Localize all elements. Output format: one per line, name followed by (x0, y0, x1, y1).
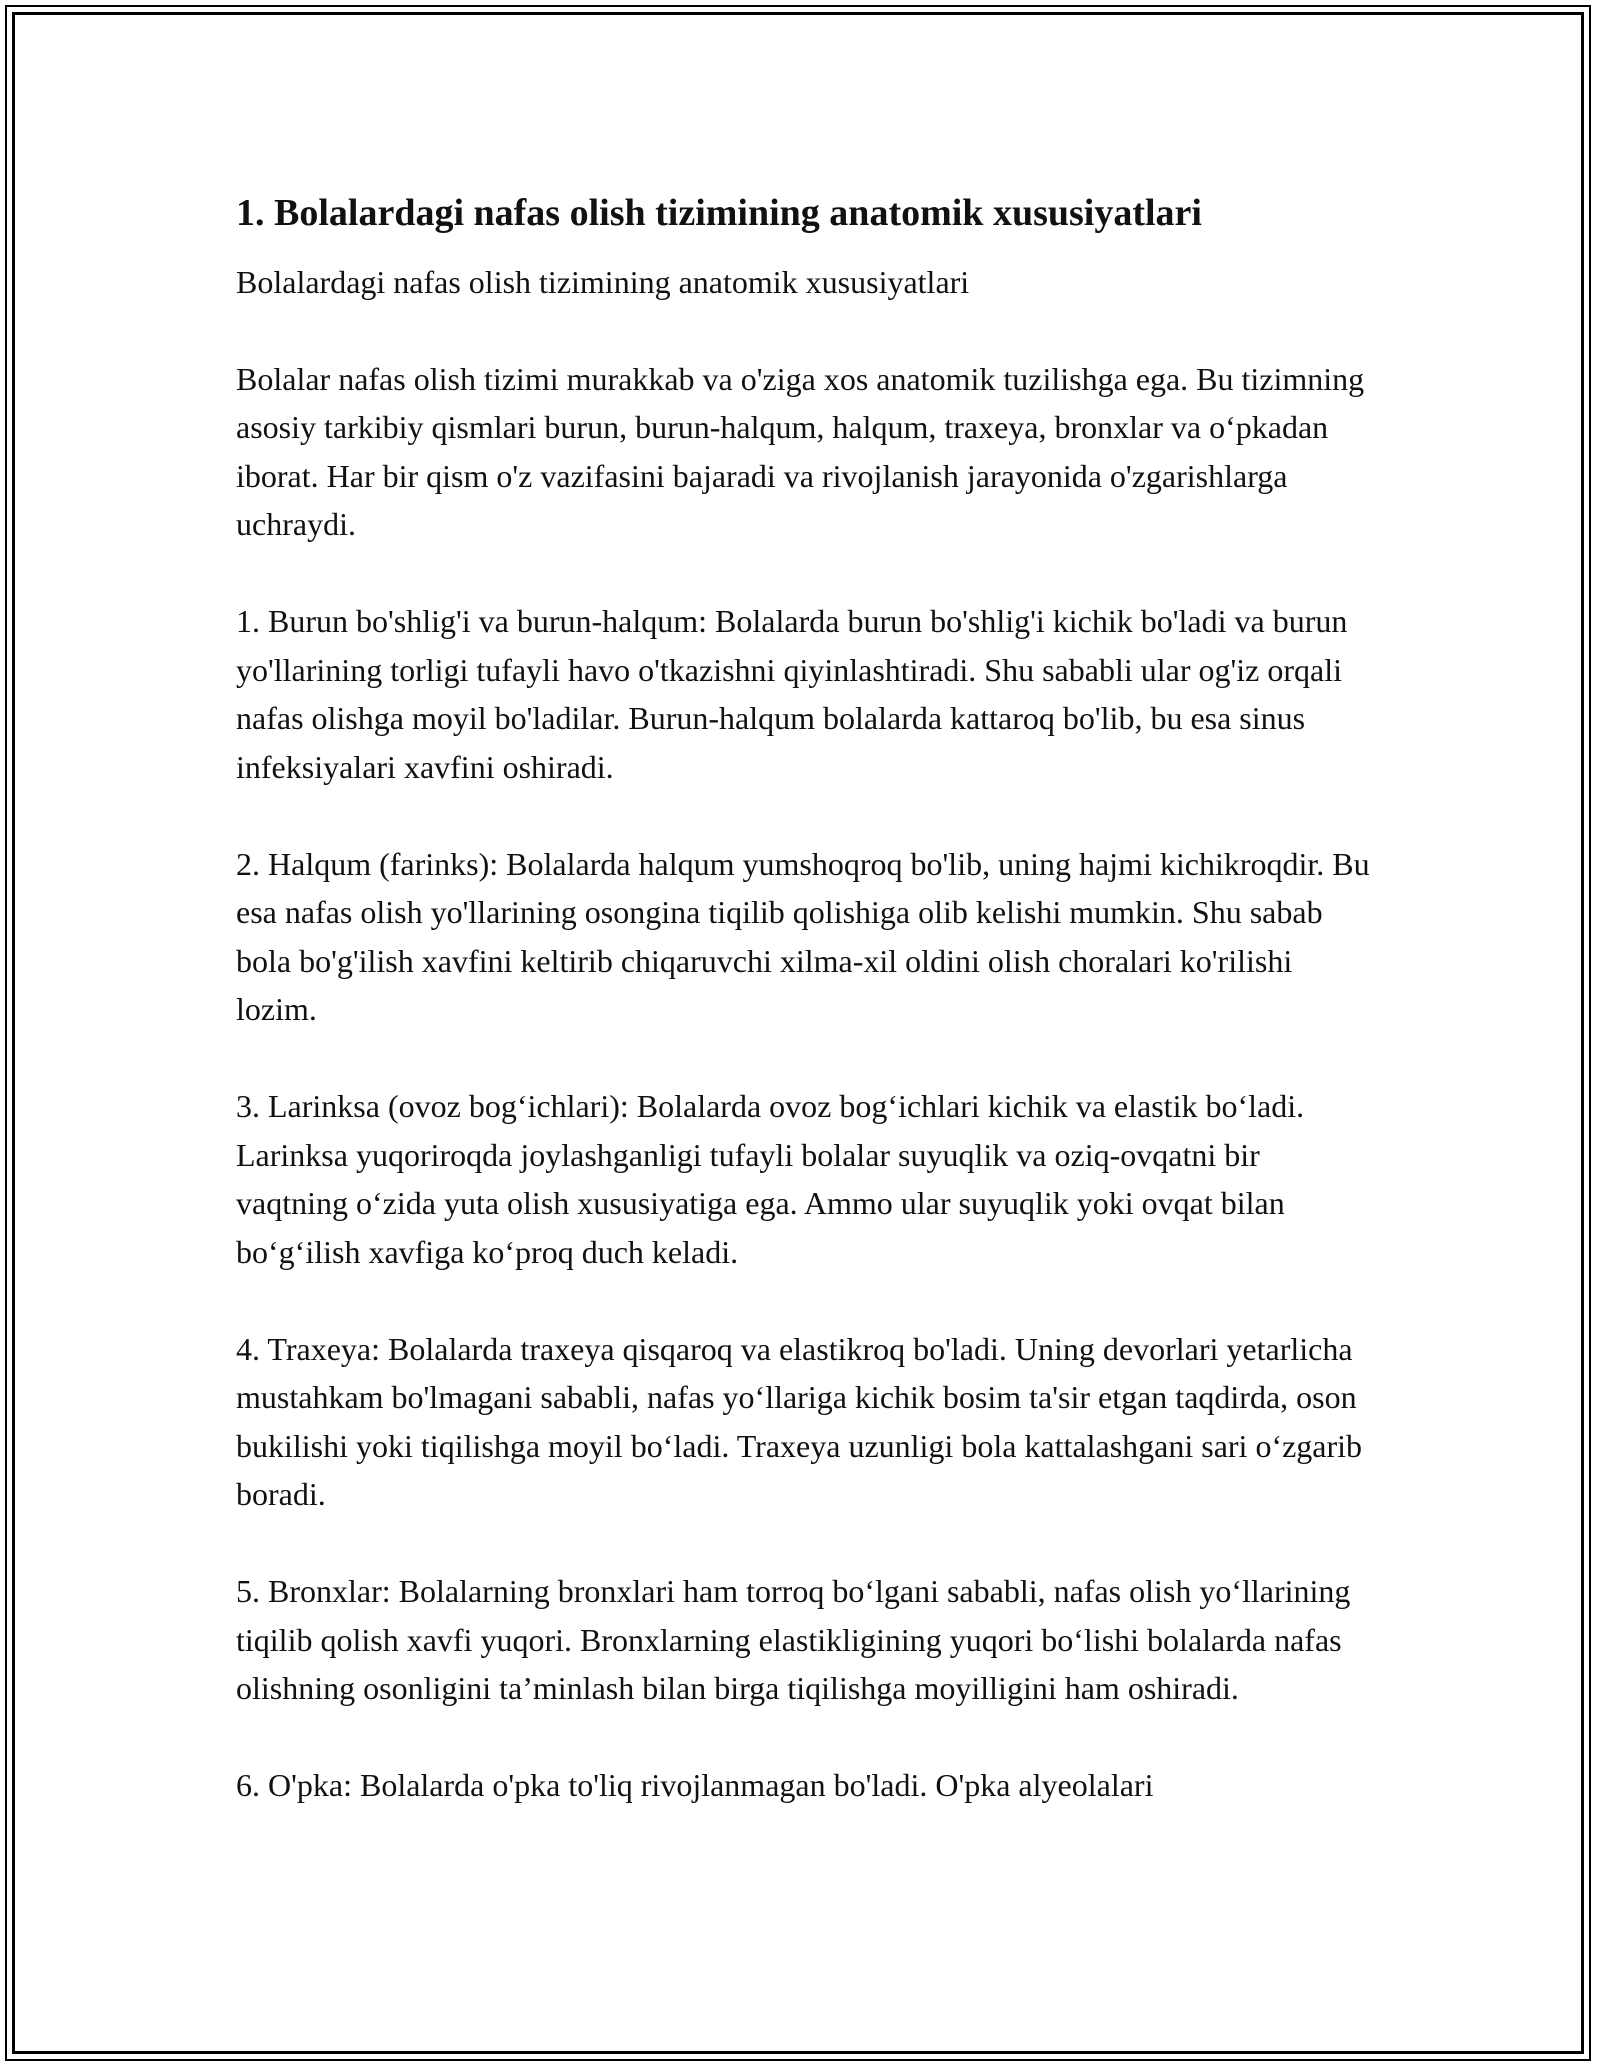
paragraph-larynx: 3. Larinksa (ovoz bog‘ichlari): Bolalarda ovoz bog‘ichlari kichik va elastik bo‘ladi. Larinksa yuqoriroqda joylashganligi tufayli bolalar suyuqlik va oziq-ovqatni bir vaqtning o‘zida yuta olish xususiyatiga ega. Ammo ular suyuqlik yoki ovqat bilan bo‘g‘ilish xavfiga ko‘proq duch keladi. (236, 1088, 1305, 1270)
paragraph-lungs: 6. O'pka: Bolalarda o'pka to'liq rivojlanmagan bo'ladi. O'pka alyeolalari (236, 1767, 1154, 1803)
document-subtitle: Bolalardagi nafas olish tizimining anatomik xususiyatlari (236, 264, 970, 300)
paragraph-intro: Bolalar nafas olish tizimi murakkab va o'ziga xos anatomik tuzilishga ega. Bu tizimning asosiy tarkibiy qismlari burun, burun-halqum, halqum, traxeya, bronxlar va o‘pkadan iborat. Har bir qism o'z vazifasini bajaradi va rivojlanish jarayonida o'zgarishlarga uchraydi. (236, 360, 1365, 542)
paragraph-pharynx: 2. Halqum (farinks): Bolalarda halqum yumshoqroq bo'lib, uning hajmi kichikroqdir. Bu esa nafas olish yo'llarining osongina tiqilib qolishiga olib kelishi mumkin. Shu sabab bola bo'g'ilish xavfini keltirib chiqaruvchi xilma-xil oldini olish choralari ko'rilishi lozim. (236, 845, 1370, 1027)
paragraph-trachea: 4. Traxeya: Bolalarda traxeya qisqaroq va elastikroq bo'ladi. Uning devorlari yetarlicha mustahkam bo'lmagani sababli, nafas yo‘llariga kichik bosim ta'sir etgan taqdirda, oson bukilishi yoki tiqilishga moyil bo‘ladi. Traxeya uzunligi bola kattalashgani sari o‘zgarib boradi. (236, 1330, 1363, 1512)
document-body (236, 188, 1376, 1858)
paragraph-bronchi: 5. Bronxlar: Bolalarning bronxlari ham torroq bo‘lgani sababli, nafas olish yo‘llarining tiqilib qolish xavfi yuqori. Bronxlarning elastikligining yuqori bo‘lishi bolalarda nafas olishning osonligini ta’minlash bilan birga tiqilishga moyilligini ham oshiradi. (236, 1573, 1351, 1706)
paragraph-nasal-cavity: 1. Burun bo'shlig'i va burun-halqum: Bolalarda burun bo'shlig'i kichik bo'ladi va burun yo'llarining torligi tufayli havo o'tkazishni qiyinlashtiradi. Shu sababli ular og'iz orqali nafas olishga moyil bo'ladilar. Burun-halqum bolalarda kattaroq bo'lib, bu esa sinus infeksiyalari xavfini oshiradi. (236, 603, 1348, 785)
section-heading: 1. Bolalardagi nafas olish tizimining anatomik xususiyatlari (236, 192, 1202, 234)
